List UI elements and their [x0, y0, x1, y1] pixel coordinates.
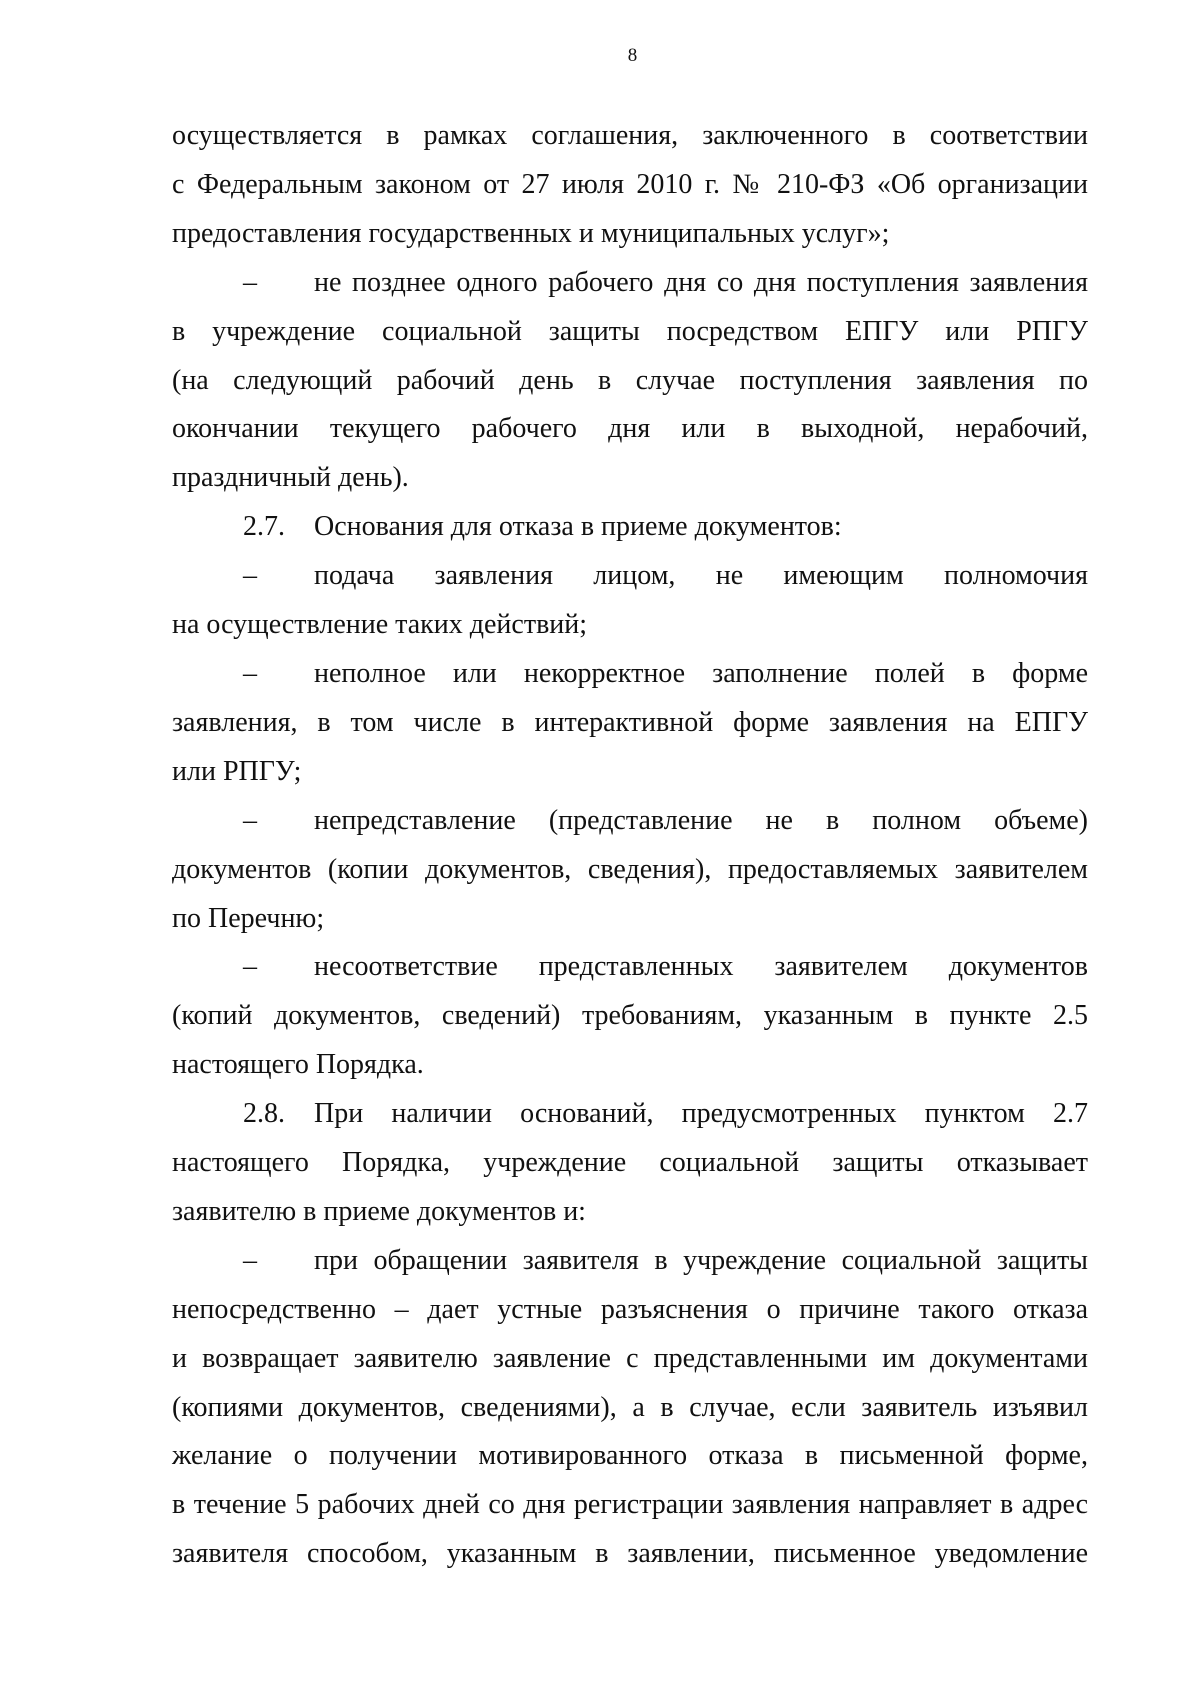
text-line: документов (копии документов, сведения), предоставляемых заявителем	[172, 853, 1088, 885]
text-line: настоящего Порядка, учреждение социальной защиты отказывает	[172, 1147, 1088, 1179]
text-line-content: Основания для отказа в приеме документов:	[314, 511, 842, 543]
paragraph-continuation	[172, 112, 1088, 259]
dash-marker: –	[243, 1244, 257, 1276]
text-line: на осуществление таких действий;	[172, 609, 588, 641]
list-item-dash	[172, 1237, 1088, 1579]
text-line: (на следующий рабочий день в случае поступления заявления по	[172, 364, 1088, 396]
text-line	[172, 1237, 1088, 1286]
document-body	[172, 112, 1088, 1579]
text-line: желание о получении мотивированного отказа в письменной форме,	[172, 1440, 1088, 1472]
list-item-dash	[172, 943, 1088, 1090]
text-line-content: подача заявления лицом, не имеющим полномочия	[314, 560, 1088, 592]
dash-marker: –	[243, 951, 257, 983]
text-line: предоставления государственных и муниципальных услуг»;	[172, 217, 890, 249]
text-line: в учреждение социальной защиты посредством ЕПГУ или РПГУ	[172, 315, 1088, 347]
page-number: 8	[627, 45, 638, 66]
text-line: в течение 5 рабочих дней со дня регистрации заявления направляет в адрес	[172, 1489, 1088, 1521]
text-line	[172, 552, 1088, 601]
text-line-content: неполное или некорректное заполнение полей в форме	[314, 657, 1088, 689]
list-item-dash	[172, 650, 1088, 797]
text-line	[172, 797, 1088, 846]
text-line	[172, 943, 1088, 992]
text-line: осуществляется в рамках соглашения, заключенного в соответствии	[172, 120, 1088, 151]
text-line: настоящего Порядка.	[172, 1049, 424, 1081]
dash-marker: –	[243, 657, 257, 689]
text-line-content: при обращении заявителя в учреждение социальной защиты	[314, 1244, 1088, 1276]
section-number: 2.7.	[243, 511, 285, 543]
list-item-dash	[172, 797, 1088, 944]
list-item-dash	[172, 552, 1088, 650]
text-line: окончании текущего рабочего дня или в выходной, нерабочий,	[172, 413, 1088, 445]
text-line-content: несоответствие представленных заявителем документов	[314, 951, 1088, 983]
text-line: и возвращает заявителю заявление с представленными им документами	[172, 1342, 1088, 1374]
text-line-content: не позднее одного рабочего дня со дня поступления заявления	[314, 266, 1088, 298]
text-line-content: При наличии оснований, предусмотренных пунктом 2.7	[314, 1098, 1088, 1130]
list-item-dash	[172, 259, 1088, 504]
text-line: (копий документов, сведений) требованиям, указанным в пункте 2.5	[172, 1000, 1088, 1032]
dash-marker: –	[243, 560, 257, 592]
text-line	[172, 1090, 1088, 1139]
text-line: заявителя способом, указанным в заявлении, письменное уведомление	[172, 1538, 1088, 1570]
text-line: (копиями документов, сведениями), а в случае, если заявитель изъявил	[172, 1391, 1088, 1423]
text-line	[172, 503, 1088, 552]
text-line: праздничный день).	[172, 462, 409, 494]
text-line	[172, 259, 1088, 308]
section-item-2-8	[172, 1090, 1088, 1237]
section-item-2-7	[172, 503, 1088, 552]
dash-marker: –	[243, 804, 257, 836]
text-line-content: непредставление (представление не в полном объеме)	[314, 804, 1088, 836]
text-line: непосредственно – дает устные разъяснения о причине такого отказа	[172, 1293, 1088, 1325]
text-line	[172, 650, 1088, 699]
section-number: 2.8.	[243, 1098, 285, 1130]
text-line: или РПГУ;	[172, 755, 302, 787]
text-line: заявления, в том числе в интерактивной форме заявления на ЕПГУ	[172, 706, 1088, 738]
text-line: заявителю в приеме документов и:	[172, 1195, 586, 1227]
text-line: с Федеральным законом от 27 июля 2010 г. № 210-ФЗ «Об организации	[172, 168, 1088, 200]
dash-marker: –	[243, 266, 257, 298]
text-line: по Перечню;	[172, 902, 325, 934]
